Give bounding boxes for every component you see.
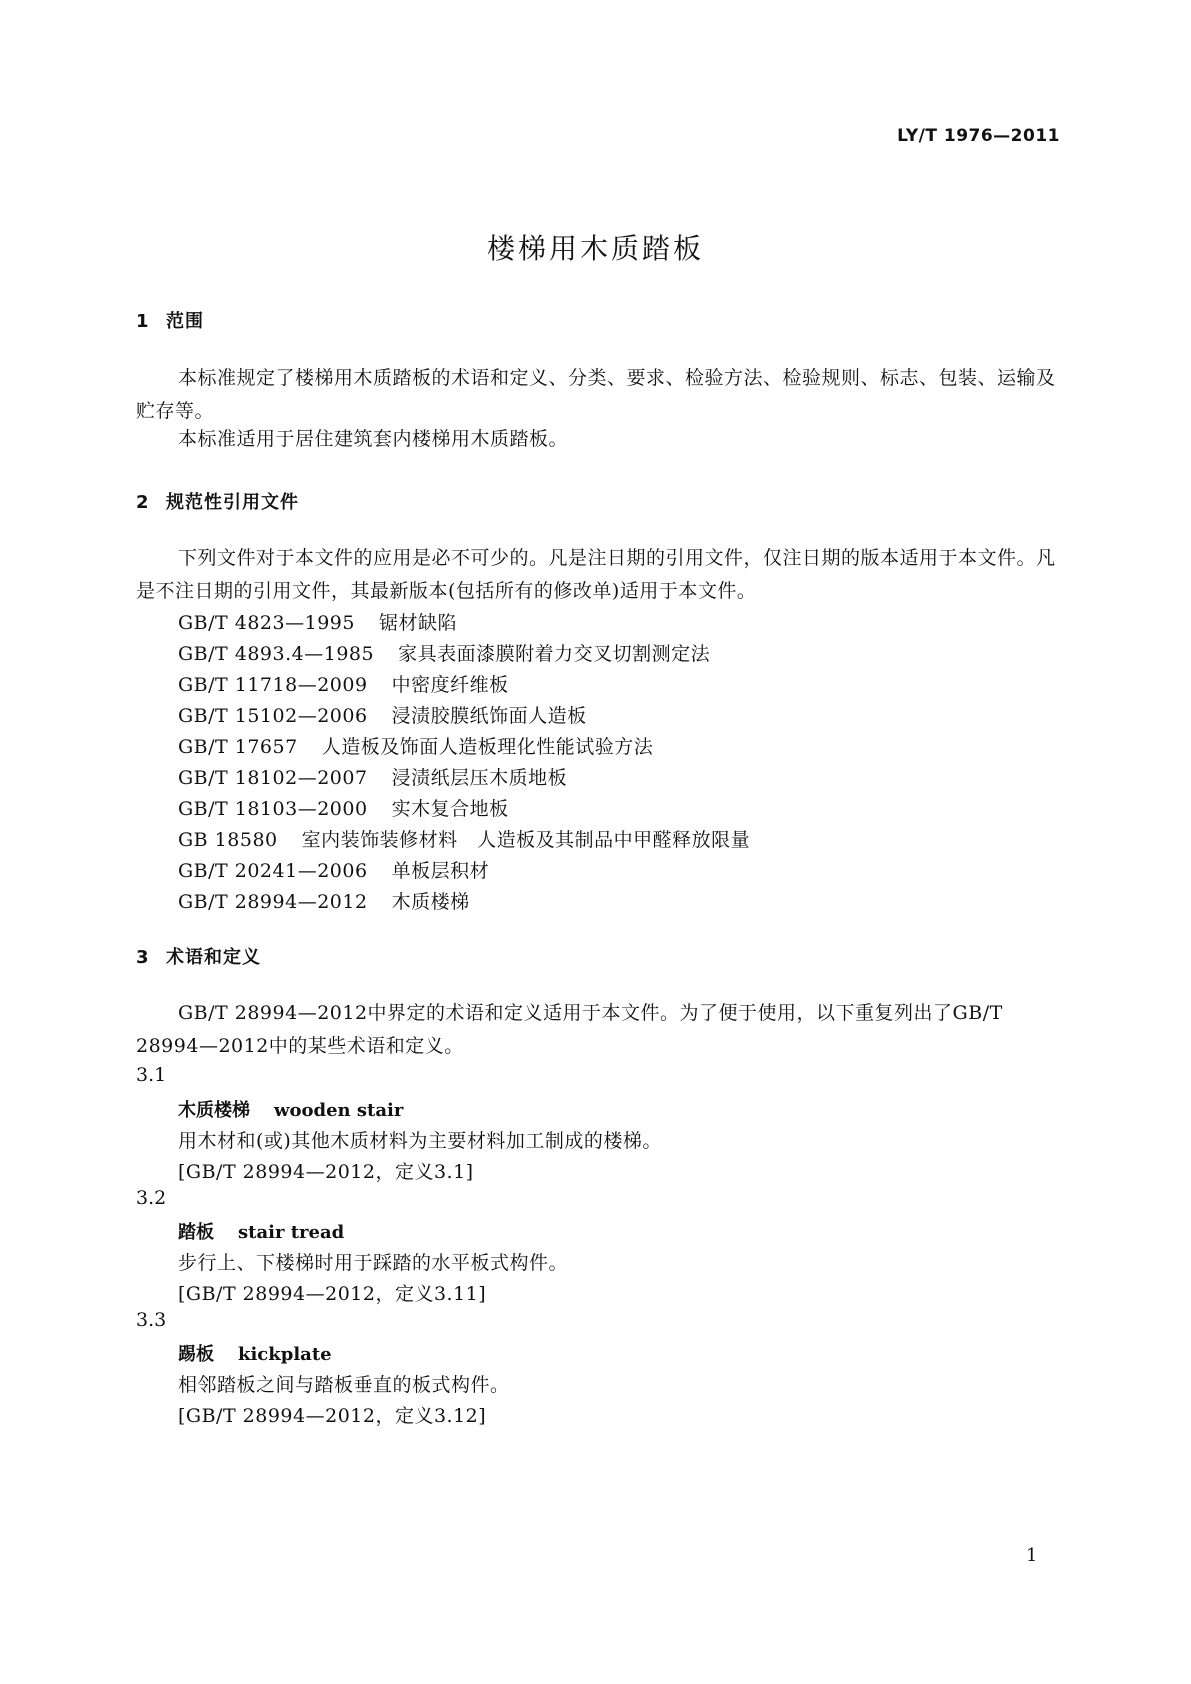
term-name-en: wooden stair [274,1100,404,1121]
reference-title: 浸渍胶膜纸饰面人造板 [391,705,587,727]
term-name-zh: 木质楼梯 [178,1100,250,1121]
term-name [178,1218,344,1244]
reference-code: GB/T 17657 [178,736,298,758]
section-1-paragraph-2: 本标准适用于居住建筑套内楼梯用木质踏板。 [178,428,569,450]
reference-code: GB/T 18103—2000 [178,798,368,820]
reference-code: GB/T 4893.4—1985 [178,643,375,665]
standard-code: LY/T 1976—2011 [897,126,1060,146]
reference-code: GB 18580 [178,829,278,851]
section-1-paragraph-1: 本标准规定了楼梯用木质踏板的术语和定义、分类、要求、检验方法、检验规则、标志、包装、运输及贮存等。 [136,367,1056,422]
term-source: [GB/T 28994—2012，定义3.12] [178,1405,487,1427]
reference-title: 中密度纤维板 [391,674,509,696]
term-number: 3.2 [136,1187,167,1209]
reference-item [178,732,653,759]
section-3-heading [136,943,261,969]
section-3-intro: GB/T 28994—2012中界定的术语和定义适用于本文件。为了便于使用，以下重复列出了GB/T 28994—2012中的某些术语和定义。 [136,1002,1003,1057]
term-name [178,1340,332,1366]
term-name-en: stair tread [238,1222,345,1243]
term-source: [GB/T 28994—2012，定义3.1] [178,1161,474,1183]
reference-item [178,670,509,697]
reference-title: 人造板及饰面人造板理化性能试验方法 [321,736,654,758]
reference-code: GB/T 18102—2007 [178,767,368,789]
reference-item [178,825,750,852]
section-2-intro: 下列文件对于本文件的应用是必不可少的。凡是注日期的引用文件，仅注日期的版本适用于本文件。凡是不注日期的引用文件，其最新版本(包括所有的修改单)适用于本文件。 [136,547,1056,602]
reference-title: 锯材缺陷 [378,612,457,634]
reference-title: 单板层积材 [391,860,490,882]
term-name [178,1096,403,1122]
section-3-title: 术语和定义 [166,947,261,968]
term-number: 3.1 [136,1064,167,1086]
page-number: 1 [1026,1545,1038,1566]
reference-item [178,608,457,635]
reference-item [178,639,710,666]
section-1-number: 1 [136,311,150,332]
reference-title: 实木复合地板 [391,798,509,820]
section-2-number: 2 [136,492,150,513]
term-name-zh: 踢板 [178,1344,214,1365]
term-name-en: kickplate [238,1344,332,1365]
term-number: 3.3 [136,1309,167,1331]
term-name-zh: 踏板 [178,1222,214,1243]
section-3-number: 3 [136,947,150,968]
reference-title: 家具表面漆膜附着力交叉切割测定法 [398,643,711,665]
reference-code: GB/T 4823—1995 [178,612,355,634]
section-2-heading [136,488,299,514]
section-1-heading [136,307,204,333]
term-definition: 相邻踏板之间与踏板垂直的板式构件。 [178,1374,510,1396]
term-source: [GB/T 28994—2012，定义3.11] [178,1283,487,1305]
reference-title: 木质楼梯 [391,891,470,913]
reference-code: GB/T 28994—2012 [178,891,368,913]
term-definition: 步行上、下楼梯时用于踩踏的水平板式构件。 [178,1252,569,1274]
reference-code: GB/T 15102—2006 [178,705,368,727]
reference-item [178,701,587,728]
reference-title: 室内装饰装修材料 人造板及其制品中甲醛释放限量 [301,829,751,851]
document-title: 楼梯用木质踏板 [486,232,704,265]
term-definition: 用木材和(或)其他木质材料为主要材料加工制成的楼梯。 [178,1130,662,1152]
section-1-title: 范围 [166,311,204,332]
reference-item [178,763,567,790]
reference-code: GB/T 11718—2009 [178,674,368,696]
reference-item [178,794,509,821]
reference-item [178,856,489,883]
reference-title: 浸渍纸层压木质地板 [391,767,568,789]
section-2-title: 规范性引用文件 [166,492,299,513]
reference-item [178,887,470,914]
reference-code: GB/T 20241—2006 [178,860,368,882]
